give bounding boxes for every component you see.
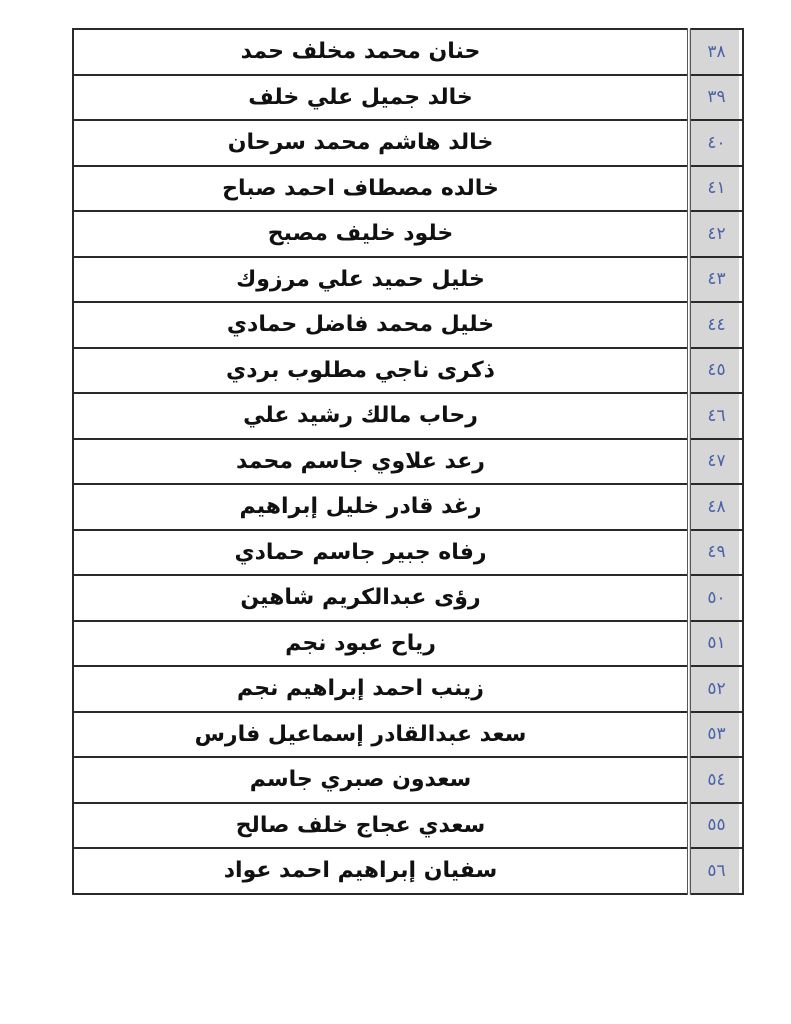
- table-row: [73, 803, 743, 849]
- table-row: [73, 257, 743, 303]
- row-name: زينب احمد إبراهيم نجم: [73, 666, 689, 712]
- row-name: سفيان إبراهيم احمد عواد: [73, 848, 689, 894]
- row-number: ٤٣: [689, 257, 743, 303]
- row-number: ٤٦: [689, 393, 743, 439]
- row-name: خالد هاشم محمد سرحان: [73, 120, 689, 166]
- row-name: رفاه جبير جاسم حمادي: [73, 530, 689, 576]
- names-table: [72, 28, 744, 895]
- table-row: [73, 302, 743, 348]
- row-number: ٣٩: [689, 75, 743, 121]
- row-number: ٤٥: [689, 348, 743, 394]
- table-row: [73, 530, 743, 576]
- row-number: ٤٩: [689, 530, 743, 576]
- row-name: سعدون صبري جاسم: [73, 757, 689, 803]
- table-row: [73, 393, 743, 439]
- row-number: ٥١: [689, 621, 743, 667]
- row-name: رغد قادر خليل إبراهيم: [73, 484, 689, 530]
- table-row: [73, 621, 743, 667]
- table-row: [73, 75, 743, 121]
- row-name: خالده مصطاف احمد صباح: [73, 166, 689, 212]
- row-name: رياح عبود نجم: [73, 621, 689, 667]
- table-row: [73, 439, 743, 485]
- table-row: [73, 348, 743, 394]
- row-number: ٣٨: [689, 29, 743, 75]
- table-row: [73, 211, 743, 257]
- row-name: خليل محمد فاضل حمادي: [73, 302, 689, 348]
- table-row: [73, 712, 743, 758]
- row-name: رحاب مالك رشيد علي: [73, 393, 689, 439]
- table-row: [73, 120, 743, 166]
- row-name: رعد علاوي جاسم محمد: [73, 439, 689, 485]
- row-number: ٤٧: [689, 439, 743, 485]
- row-name: سعدي عجاج خلف صالح: [73, 803, 689, 849]
- row-number: ٥٠: [689, 575, 743, 621]
- table-row: [73, 575, 743, 621]
- row-number: ٥٣: [689, 712, 743, 758]
- row-name: خلود خليف مصبح: [73, 211, 689, 257]
- row-number: ٥٦: [689, 848, 743, 894]
- row-name: خليل حميد علي مرزوك: [73, 257, 689, 303]
- table-row: [73, 29, 743, 75]
- table-row: [73, 484, 743, 530]
- row-number: ٤٢: [689, 211, 743, 257]
- table-row: [73, 166, 743, 212]
- row-number: ٥٤: [689, 757, 743, 803]
- row-number: ٤٤: [689, 302, 743, 348]
- row-number: ٥٢: [689, 666, 743, 712]
- row-number: ٤١: [689, 166, 743, 212]
- table-row: [73, 848, 743, 894]
- row-name: خالد جميل علي خلف: [73, 75, 689, 121]
- row-number: ٤٨: [689, 484, 743, 530]
- row-name: سعد عبدالقادر إسماعيل فارس: [73, 712, 689, 758]
- row-name: رؤى عبدالكريم شاهين: [73, 575, 689, 621]
- table-row: [73, 757, 743, 803]
- row-name: حنان محمد مخلف حمد: [73, 29, 689, 75]
- row-number: ٥٥: [689, 803, 743, 849]
- row-name: ذكرى ناجي مطلوب بردي: [73, 348, 689, 394]
- table-row: [73, 666, 743, 712]
- row-number: ٤٠: [689, 120, 743, 166]
